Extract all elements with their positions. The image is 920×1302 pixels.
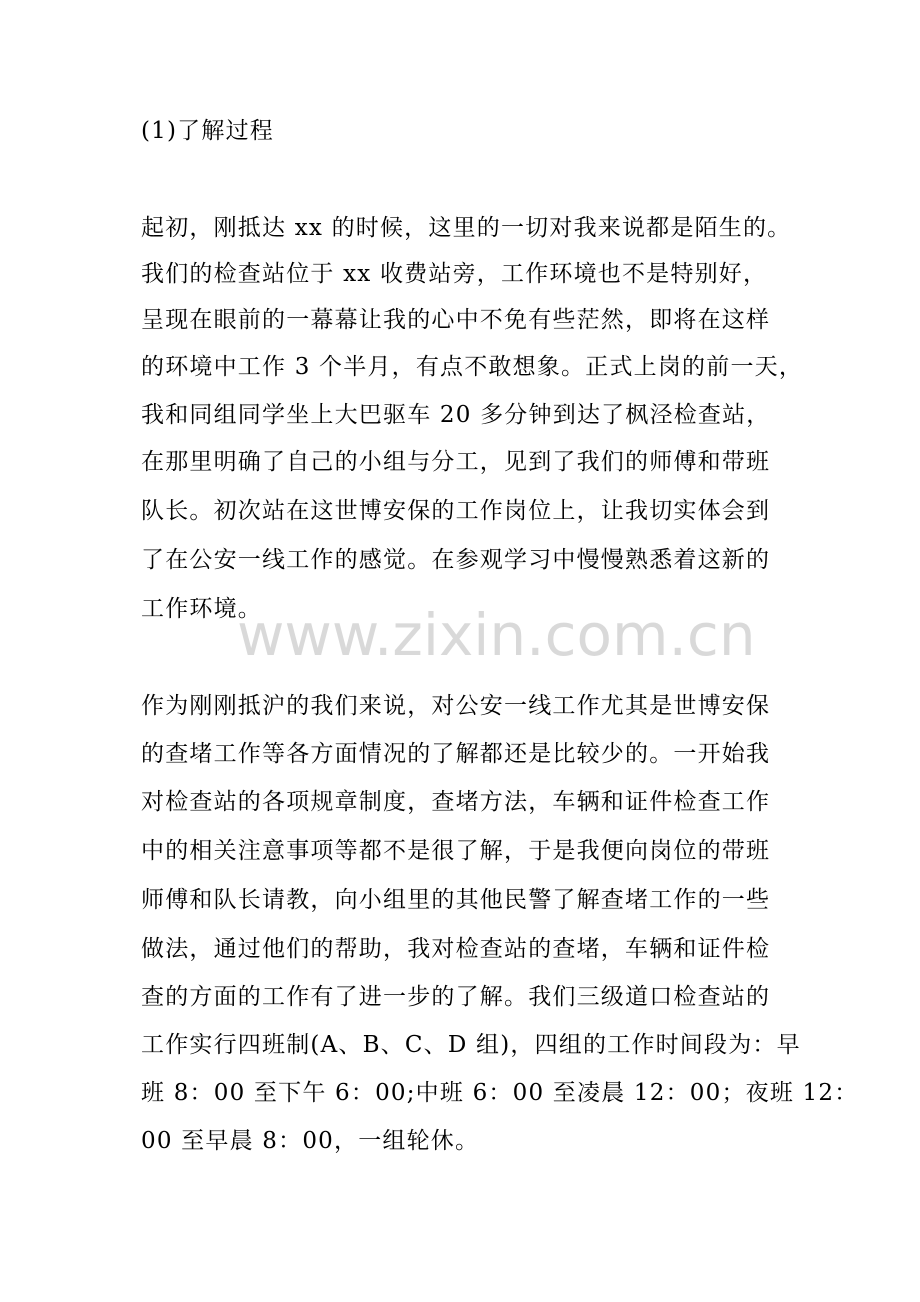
paragraph-2-line: 00 至早晨 8：00，一组轮休。 bbox=[141, 1128, 480, 1154]
paragraph-2-line: 作为刚刚抵沪的我们来说，对公安一线工作尤其是世博安保 bbox=[141, 693, 771, 719]
watermark: www.zixin.com.cn bbox=[237, 601, 756, 669]
paragraph-1-line: 在那里明确了自己的小组与分工，见到了我们的师傅和带班 bbox=[141, 449, 771, 475]
section-heading: (1)了解过程 bbox=[141, 118, 274, 144]
paragraph-1-line: 呈现在眼前的一幕幕让我的心中不免有些茫然，即将在这样 bbox=[141, 307, 771, 333]
paragraph-1-line: 我们的检查站位于 xx 收费站旁，工作环境也不是特别好， bbox=[141, 261, 768, 287]
paragraph-1-line: 工作环境。 bbox=[141, 596, 262, 622]
paragraph-1-line: 起初，刚抵达 xx 的时候，这里的一切对我来说都是陌生的。 bbox=[141, 215, 792, 241]
paragraph-1-line: 的环境中工作 3 个半月，有点不敢想象。正式上岗的前一天， bbox=[141, 354, 804, 380]
paragraph-2-line: 工作实行四班制(A、B、C、D 组)，四组的工作时间段为：早 bbox=[141, 1032, 801, 1058]
paragraph-2-line: 对检查站的各项规章制度，查堵方法，车辆和证件检查工作 bbox=[141, 789, 771, 815]
paragraph-2-line: 师傅和队长请教，向小组里的其他民警了解查堵工作的一些 bbox=[141, 887, 771, 913]
paragraph-2-line: 的查堵工作等各方面情况的了解都还是比较少的。一开始我 bbox=[141, 741, 771, 767]
paragraph-2-line: 做法，通过他们的帮助，我对检查站的查堵，车辆和证件检 bbox=[141, 936, 771, 962]
paragraph-1-line: 了在公安一线工作的感觉。在参观学习中慢慢熟悉着这新的 bbox=[141, 547, 771, 573]
paragraph-1-line: 队长。初次站在这世博安保的工作岗位上，让我切实体会到 bbox=[141, 498, 771, 524]
paragraph-2-line: 班 8：00 至下午 6：00;中班 6：00 至凌晨 12：00；夜班 12： bbox=[141, 1080, 859, 1106]
paragraph-1-line: 我和同组同学坐上大巴驱车 20 多分钟到达了枫泾检查站， bbox=[141, 402, 771, 428]
paragraph-2-line: 查的方面的工作有了进一步的了解。我们三级道口检查站的 bbox=[141, 984, 771, 1010]
paragraph-2-line: 中的相关注意事项等都不是很了解，于是我便向岗位的带班 bbox=[141, 838, 771, 864]
